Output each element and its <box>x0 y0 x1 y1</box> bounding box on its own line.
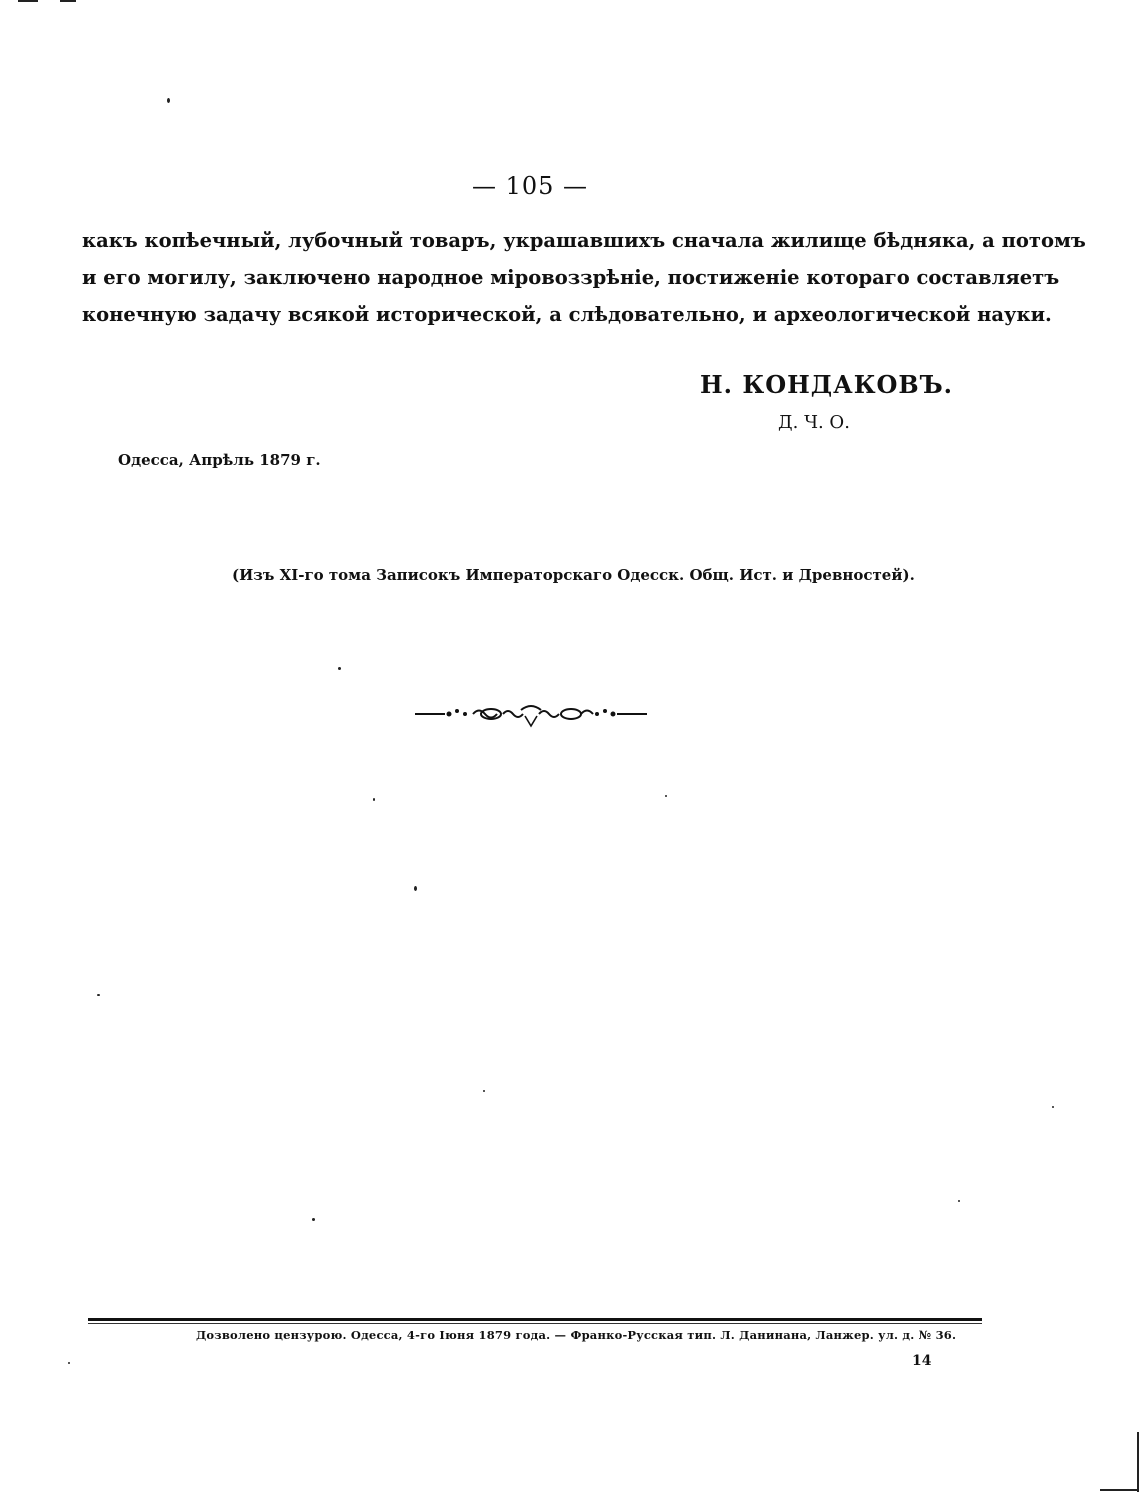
censorship-imprint: Дозволено цензурою. Одесса, 4-го Іюня 1879 года. — Франко-Русская тип. Л. Данинана, Ланжер. ул. д. № 36. <box>196 1328 957 1342</box>
print-speck <box>68 1362 70 1364</box>
page-number: — 105 — <box>471 172 589 200</box>
top-edge-mark <box>18 0 38 2</box>
body-paragraph <box>82 222 1086 333</box>
print-speck <box>373 798 375 801</box>
footer-rule <box>88 1318 982 1321</box>
body-line: и его могилу, заключено народное міровоззрѣніе, постиженіе котораго составляетъ <box>82 266 1060 289</box>
print-speck <box>312 1218 315 1221</box>
page-corner-mark-icon <box>1080 1432 1140 1492</box>
source-note: (Изъ XI-го тома Записокъ Императорскаго Одесск. Общ. Ист. и Древностей). <box>232 566 915 584</box>
print-speck <box>1052 1106 1054 1108</box>
print-speck <box>97 994 100 996</box>
print-speck <box>414 886 417 891</box>
body-line: какъ копѣечный, лубочный товаръ, украшавшихъ сначала жилище бѣдняка, а потомъ <box>82 229 1086 252</box>
print-speck <box>665 795 667 797</box>
author-signature: Н. КОНДАКОВЪ. <box>700 370 954 399</box>
print-speck <box>958 1200 960 1202</box>
footer-rule-thin <box>88 1323 982 1324</box>
print-speck <box>483 1090 485 1092</box>
body-line: конечную задачу всякой исторической, а слѣдовательно, и археологической науки. <box>82 303 1052 326</box>
top-edge-mark <box>60 0 76 2</box>
signature-mark: 14 <box>912 1353 932 1369</box>
print-speck <box>338 667 341 670</box>
place-date: Одесса, Апрѣль 1879 г. <box>118 451 321 469</box>
ornament-divider-icon <box>415 700 647 732</box>
print-speck <box>167 98 170 103</box>
author-title: Д. Ч. О. <box>778 412 850 433</box>
